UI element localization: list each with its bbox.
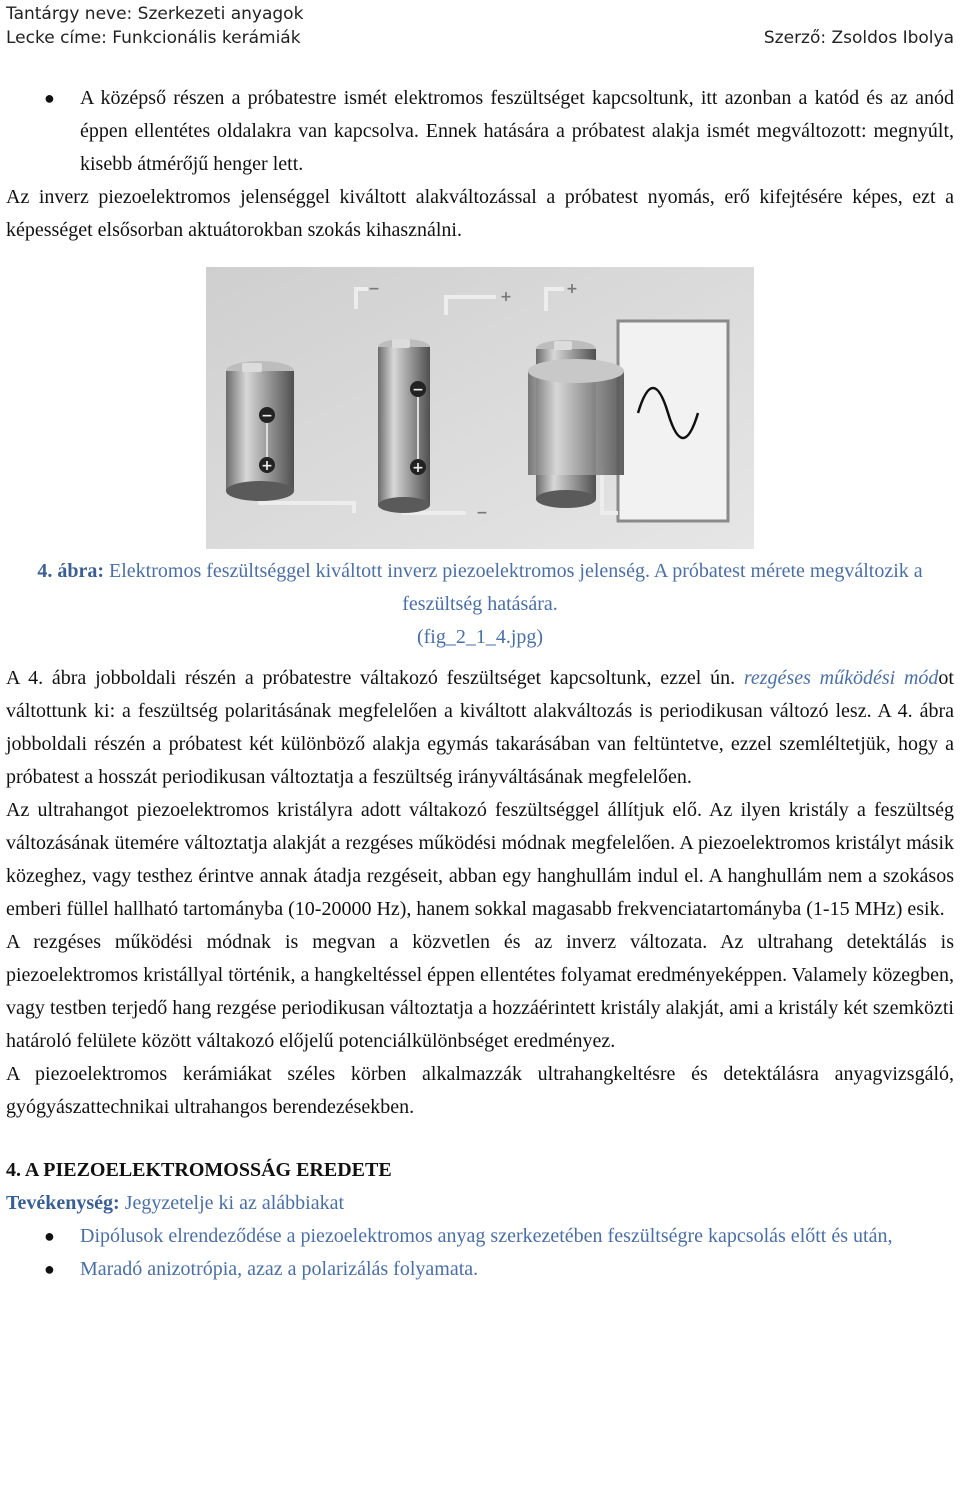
caption-label: 4. ábra: — [37, 560, 105, 582]
author-line: Szerző: Zsoldos Ibolya — [763, 28, 954, 48]
minus-terminal-label: − — [476, 505, 488, 521]
page-header — [6, 2, 954, 50]
lesson-line: Lecke címe: Funkcionális kerámiák — [6, 28, 301, 48]
piezo-cylinders-illustration — [206, 267, 754, 549]
minus-terminal-label: − — [368, 281, 380, 297]
activity-line — [6, 1187, 954, 1220]
list-item — [6, 1253, 954, 1286]
minus-terminal-label: − — [261, 408, 273, 424]
document-body — [6, 82, 954, 1286]
caption-file: (fig_2_1_4.jpg) — [416, 626, 544, 648]
plus-terminal-label: + — [412, 460, 424, 476]
list-item-text: Maradó anizotrópia, azaz a polarizálás folyamata. — [80, 1258, 479, 1280]
paragraph-1-start: A 4. ábra jobboldali részén a próbatestre váltakozó feszültséget kapcsoltunk, ezzel ún. — [6, 667, 744, 689]
paragraph-1-rest: ot váltottunk ki: a feszültség polaritásának megfelelően a kiváltott alakváltozás is periodikusan változó lesz. A 4. ábra jobboldali részén a próbatest két különböző alakja egymás takarásában van feltüntetve, ezzel szemléltetjük, hogy a próbatest a hosszát periodikusan változtatja a feszültség irányváltásának megfelelően. — [6, 667, 954, 788]
list-item — [6, 1220, 954, 1253]
bullet-icon: ● — [44, 88, 55, 108]
figure-image — [206, 267, 754, 549]
emphasis-term: rezgéses működési mód — [743, 667, 939, 689]
subject-line: Tantárgy neve: Szerkezeti anyagok — [6, 4, 304, 24]
paragraph-3: A rezgéses működési módnak is megvan a közvetlen és az inverz változata. Az ultrahang detektálás is piezoelektromos kristállyal történik, a hangkeltéssel éppen ellentétes folyamat eredményeképpen. Valamely közegben, vagy testben terjedő hang rezgése periodikusan változtatja a hozzáérintett kristály alakját, ami a kristály két szemközti határoló felülete között váltakozó előjelű potenciálkülönbséget eredményez. — [6, 931, 954, 1052]
list-item-text: Dipólusok elrendeződése a piezoelektromos anyag szerkezetében feszültségre kapcsolás előtt és után, — [80, 1225, 893, 1247]
plus-terminal-label: + — [261, 458, 273, 474]
plus-terminal-label: + — [500, 289, 512, 305]
activity-text: Jegyzetelje ki az alábbiakat — [119, 1192, 345, 1214]
activity-list — [6, 1220, 954, 1286]
section-heading: 4. A PIEZOELEKTROMOSSÁG EREDETE — [6, 1159, 392, 1181]
list-item — [6, 82, 954, 181]
paragraph-4: A piezoelektromos kerámiákat széles körben alkalmazzák ultrahangkeltésre és detektálásra anyagvizsgáló, gyógyászattechnikai ultrahangos berendezésekben. — [6, 1063, 954, 1118]
caption-text: Elektromos feszültséggel kiváltott inverz piezoelektromos jelenség. A próbatest mérete megváltozik a feszültség hatására. — [104, 560, 923, 615]
paragraph-2: Az ultrahangot piezoelektromos kristályra adott váltakozó feszültséggel állítjuk elő. Az ilyen kristály a feszültség változásának ütemére változtatja alakját a rezgéses működési módnak megfelelően. A piezoelektromos kristályt másik közeghez, vagy testhez érintve annak átadja rezgéseit, abban egy hanghullám indul el. A hanghullám nem a szokásos emberi füllel hallható tartományba (10-20000 Hz), hanem sokkal magasabb frekvenciatartományba (1-15 MHz) esik. — [6, 799, 954, 920]
bullet-icon: ● — [44, 1259, 55, 1279]
bullet-icon: ● — [44, 1226, 55, 1246]
bullet-text: A középső részen a próbatestre ismét elektromos feszültséget kapcsoltunk, itt azonban a katód és az anód éppen ellentétes oldalakra van kapcsolva. Ennek hatására a próbatest alakja ismét megváltozott: megnyúlt, kisebb átmérőjű henger lett. — [80, 87, 954, 175]
figure-caption — [6, 555, 954, 654]
paragraph-1 — [6, 662, 954, 794]
minus-terminal-label: − — [412, 382, 424, 398]
activity-label: Tevékenység: — [6, 1192, 120, 1214]
paragraph-inverse: Az inverz piezoelektromos jelenséggel kiváltott alakváltozással a próbatest nyomás, erő kifejtésére képes, ezt a képességet elsősorban aktuátorokban szokás kihasználni. — [6, 186, 954, 241]
plus-terminal-label: + — [566, 281, 578, 297]
